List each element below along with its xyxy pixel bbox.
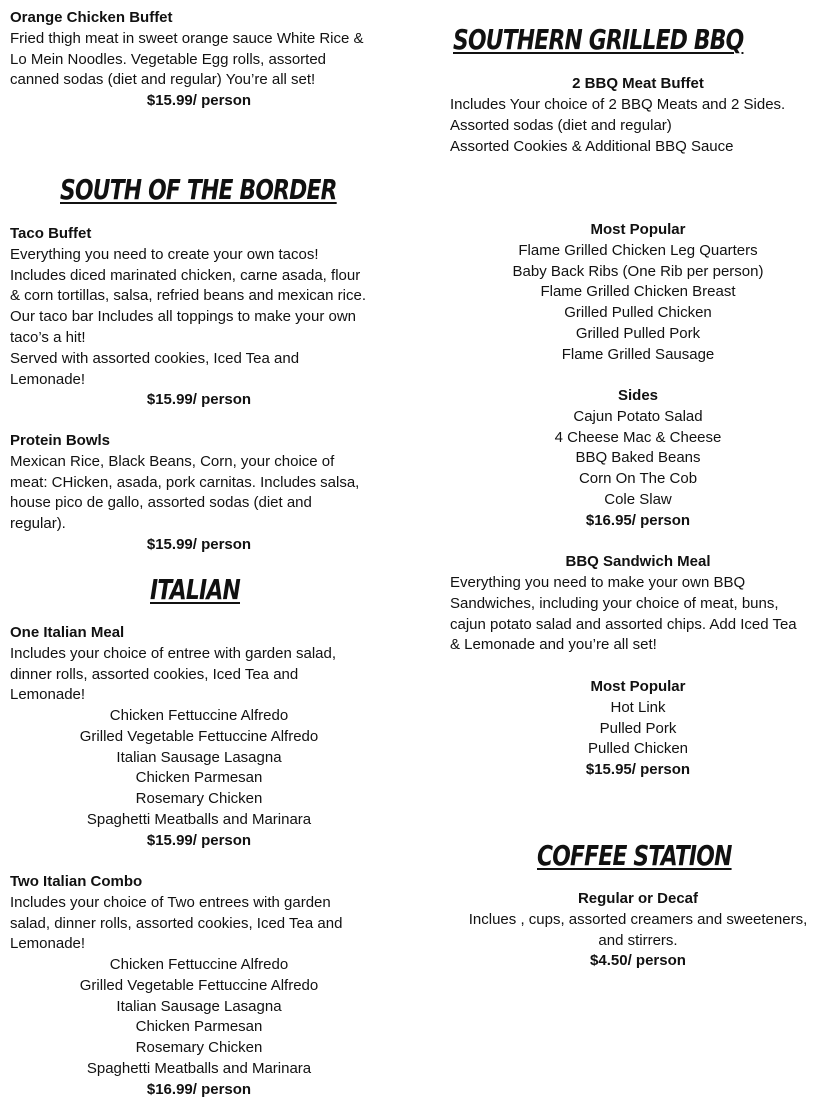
price: $15.95/ person [585,761,691,779]
two-italian-combo-section [10,872,390,955]
item-description: Includes Your choice of 2 BBQ Meats and 2 Sides. [450,96,786,113]
list-item: Grilled Pulled Pork [575,324,701,342]
list-item: Cajun Potato Salad [573,407,703,425]
price: $16.99/ person [146,1080,252,1098]
item-description: Our taco bar Includes all toppings to make your own [10,308,357,326]
item-description: meat: CHicken, asada, pork carnitas. Includes salsa, [10,473,360,491]
list-item: Grilled Vegetable Fettuccine Alfredo [79,976,319,994]
item-title: Regular or Decaf [577,890,699,907]
list-item: Chicken Fettuccine Alfredo [109,707,289,724]
item-description: and stirrers. [598,931,678,949]
list-item: Flame Grilled Chicken Breast [540,283,736,301]
item-title: BBQ Sandwich Meal [565,553,711,570]
list-item: Grilled Vegetable Fettuccine Alfredo [79,727,319,745]
list-item: Cole Slaw [604,490,672,508]
item-title: One Italian Meal [10,624,125,641]
item-description: Lemonade! [10,370,86,388]
item-description: canned sodas (diet and regular) You’re all set! [10,71,316,89]
list-item: Chicken Fettuccine Alfredo [109,956,289,973]
list-item: Pulled Pork [599,719,677,737]
item-description: salad, dinner rolls, assorted cookies, Iced Tea and [10,914,343,932]
bbq-sandwich-description [450,573,820,656]
bbq-most-popular-list [452,220,822,366]
item-description: Served with assorted cookies, Iced Tea and [10,349,300,367]
price: $4.50/ person [590,952,686,970]
price: $15.99/ person [146,536,252,553]
italian-one-entree-list [10,706,388,852]
list-item: Flame Grilled Sausage [561,345,715,363]
list-item: Grilled Pulled Chicken [564,304,712,322]
taco-buffet-section [10,224,390,390]
item-description: house pico de gallo, assorted sodas (diet and [10,494,312,512]
item-description: Lemonade! [10,935,86,953]
list-item: Chicken Parmesan [135,769,263,787]
item-description: cajun potato salad and assorted chips. Add Iced Tea [450,615,797,633]
list-item: Rosemary Chicken [135,790,263,808]
item-description: & corn tortillas, salsa, refried beans and mexican rice. [10,287,366,305]
section-heading-coffee-station: COFFEE STATION [537,839,732,872]
item-description: Lemonade! [10,686,86,704]
list-heading: Most Popular [590,678,686,695]
list-item: Spaghetti Meatballs and Marinara [86,810,312,828]
section-heading-south-of-border: SOUTH OF THE BORDER [60,173,337,206]
section-heading-southern-grilled-bbq: SOUTHERN GRILLED BBQ [453,23,744,56]
list-item: Hot Link [610,698,666,716]
list-item: Chicken Parmesan [135,1018,263,1036]
item-description: & Lemonade and you’re all set! [450,636,657,654]
orange-chicken-section [10,8,390,91]
list-item: Rosemary Chicken [135,1039,263,1057]
price: $16.95/ person [585,511,691,529]
italian-two-entree-list [10,955,388,1101]
coffee-section [452,889,822,972]
item-description: Everything you need to make your own BBQ [450,574,746,591]
price: $15.99/ person [146,92,252,109]
item-description: dinner rolls, assorted cookies, Iced Tea and [10,665,299,683]
list-item: BBQ Baked Beans [575,449,701,467]
item-description: Includes your choice of Two entrees with garden [10,893,331,911]
item-description: Fried thigh meat in sweet orange sauce White Rice & [10,29,364,47]
item-title: Orange Chicken Buffet [10,9,173,26]
item-description: Sandwiches, including your choice of meat, buns, [450,594,779,612]
item-description: Assorted Cookies & Additional BBQ Sauce [450,137,734,155]
item-title: Protein Bowls [10,432,111,449]
item-description: regular). [10,515,66,533]
item-description: Everything you need to create your own tacos! [10,245,319,263]
price: $15.99/ person [146,831,252,849]
item-title: Two Italian Combo [10,873,143,890]
item-title: Taco Buffet [10,225,92,242]
item-description: Inclues , cups, assorted creamers and sweeteners, [468,910,808,928]
list-item: Baby Back Ribs (One Rib per person) [512,262,764,280]
bbq-sandwich-popular-list [452,677,822,781]
list-heading: Most Popular [590,221,686,238]
protein-bowls-section [10,431,390,535]
section-heading-italian: ITALIAN [150,573,241,606]
bbq-sides-list [452,386,822,532]
list-item: Corn On The Cob [578,470,698,488]
bbq-buffet-description [450,95,820,157]
one-italian-meal-section [10,623,390,706]
item-description: Lo Mein Noodles. Vegetable Egg rolls, assorted [10,50,327,68]
price: $15.99/ person [146,391,252,408]
list-item: Italian Sausage Lasagna [116,748,282,766]
item-description: Includes your choice of entree with garden salad, [10,644,337,662]
list-item: Italian Sausage Lasagna [116,997,282,1015]
list-item: Flame Grilled Chicken Leg Quarters [518,241,758,259]
item-title: 2 BBQ Meat Buffet [572,75,704,92]
list-item: Pulled Chicken [587,740,689,758]
list-item: 4 Cheese Mac & Cheese [554,428,722,446]
item-description: Mexican Rice, Black Beans, Corn, your choice of [10,452,335,470]
list-heading: Sides [617,387,659,404]
item-description: Assorted sodas (diet and regular) [450,116,672,134]
item-description: Includes diced marinated chicken, carne asada, flour [10,266,361,284]
item-description: taco’s a hit! [10,328,86,346]
list-item: Spaghetti Meatballs and Marinara [86,1059,312,1077]
